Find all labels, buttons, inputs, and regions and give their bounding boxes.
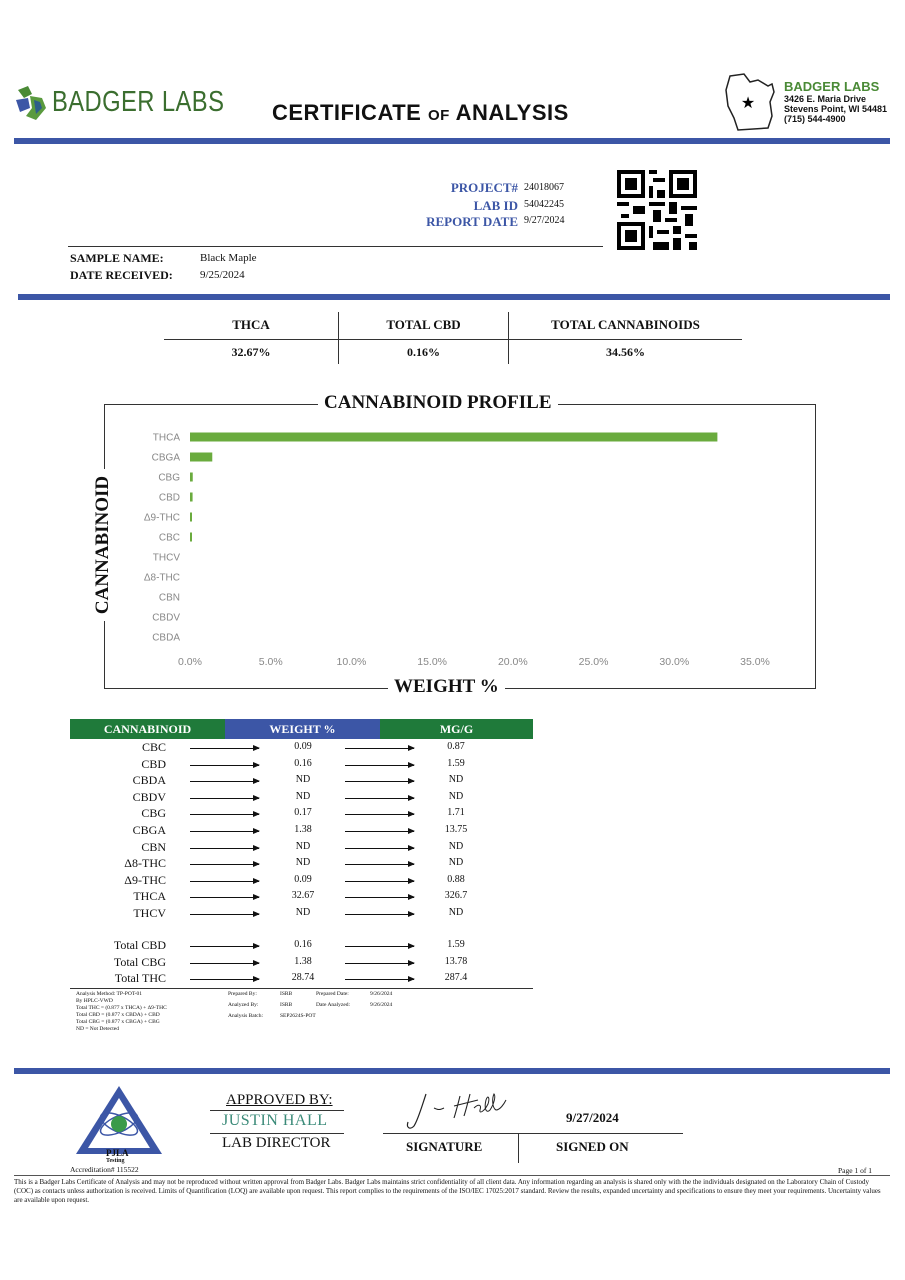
arrow-icon (345, 781, 414, 782)
chart-y-tick-label: CBDV (152, 612, 180, 624)
arrow-icon (345, 848, 414, 849)
table-header-weight: WEIGHT % (225, 719, 380, 739)
chart-y-tick-label: CBGA (151, 452, 180, 464)
arrow-icon (345, 798, 414, 799)
mg-g-value: ND (448, 907, 464, 918)
chart-y-axis-label: CANNABINOID (92, 469, 114, 621)
table-bottom-rule (70, 988, 533, 989)
table-row (0, 938, 540, 954)
cannabinoid-name: CBG (141, 806, 166, 821)
chart-x-tick-label: 15.0% (417, 656, 448, 668)
analyzed-by-value: ISRB (280, 1002, 293, 1008)
arrow-icon (345, 897, 414, 898)
arrow-icon (345, 881, 414, 882)
summary-table (164, 312, 742, 364)
arrow-icon (190, 765, 259, 766)
weight-value: 1.38 (294, 824, 312, 835)
chart-y-tick-label: CBC (158, 532, 180, 544)
weight-value: 32.67 (291, 890, 315, 902)
footer-divider (14, 1068, 890, 1074)
project-label: PROJECT# (450, 180, 518, 195)
analyzed-by-label: Analyzed By: (228, 1002, 259, 1008)
table-row (0, 856, 540, 872)
signature-divider (518, 1133, 519, 1163)
mg-g-value: 13.75 (444, 824, 468, 835)
lab-address (784, 80, 887, 124)
mg-g-value: 1.59 (447, 939, 465, 950)
chart-x-tick-label: 30.0% (659, 656, 690, 668)
cannabinoid-name: THCA (133, 889, 166, 904)
chart-y-tick-label: CBD (158, 492, 180, 504)
address-street: 3426 E. Maria Drive (784, 94, 867, 104)
table-row (0, 757, 540, 773)
note-instrument: By HPLC-VWD (76, 998, 113, 1004)
cannabinoid-name: Total THC (114, 971, 166, 986)
summary-header-thca: THCA (232, 317, 270, 332)
analysis-notes (76, 991, 226, 1033)
cannabinoid-name: CBGA (132, 823, 166, 837)
weight-value: 28.74 (291, 972, 315, 984)
mg-g-value: 287.4 (444, 972, 468, 984)
signed-on-label: SIGNED ON (556, 1139, 629, 1154)
chart-y-tick-label: THCV (152, 552, 180, 564)
mg-g-value: 13.78 (444, 955, 468, 967)
summary-value-total-cannabinoids: 34.56% (606, 345, 645, 359)
chart-y-tick-label: CBG (158, 472, 180, 484)
mg-g-value: ND (448, 790, 464, 802)
weight-value: ND (295, 774, 311, 786)
chart-x-tick-label: 25.0% (578, 656, 609, 668)
chart-bar (190, 533, 192, 542)
chart-x-tick-label: 5.0% (258, 656, 283, 668)
cannabinoid-name: CBDV (132, 789, 166, 804)
table-row (0, 840, 540, 856)
summary-header-total-cannabinoids: TOTAL CANNABINOIDS (551, 317, 700, 332)
prepared-date-label: Prepared Date: (316, 991, 349, 997)
chart-plot-area (130, 420, 770, 670)
svg-text:★: ★ (740, 93, 756, 112)
weight-value: ND (295, 840, 311, 852)
table-row (0, 955, 540, 971)
chart-y-tick-label: Δ8-THC (143, 572, 180, 584)
chart-y-tick-label: CBDA (152, 632, 180, 644)
summary-header-total-cbd: TOTAL CBD (386, 317, 461, 332)
note-nd: ND = Not Detected (76, 1026, 119, 1032)
prepared-by-value: ISRB (280, 991, 293, 997)
arrow-icon (190, 914, 259, 915)
cannabinoid-name: Total CBD (113, 938, 166, 952)
table-row (0, 806, 540, 822)
arrow-icon (345, 814, 414, 815)
analysis-staff (228, 991, 428, 1024)
cannabinoid-name: CBN (141, 839, 166, 854)
arrow-icon (190, 881, 259, 882)
chart-y-tick-label: Δ9-THC (143, 512, 180, 524)
arrow-icon (345, 946, 414, 947)
date-analyzed-label: Date Analyzed: (316, 1002, 351, 1008)
chart-x-tick-label: 35.0% (740, 656, 770, 668)
page-number: Page 1 of 1 (838, 1166, 872, 1175)
wisconsin-map-icon (724, 72, 780, 132)
arrow-icon (190, 897, 259, 898)
mg-g-value: ND (448, 840, 464, 852)
date-analyzed-value: 9/26/2024 (370, 1002, 393, 1008)
weight-value: ND (295, 907, 311, 918)
table-header-mg-g: MG/G (380, 719, 533, 739)
arrow-icon (345, 864, 414, 865)
summary-row-rule (164, 339, 742, 340)
badger-logo-icon (14, 84, 48, 124)
lab-id-value: 54042245 (524, 199, 564, 210)
batch-label: Analysis Batch: (228, 1013, 263, 1019)
summary-value-thca: 32.67% (231, 345, 271, 359)
arrow-icon (345, 748, 414, 749)
report-date-label: REPORT DATE (426, 214, 518, 229)
header-divider (14, 138, 890, 144)
cannabinoid-name: CBDA (132, 773, 166, 788)
mg-g-value: 1.71 (447, 807, 465, 819)
note-total-cbd: Total CBD = (0.877 x CBDA) + CBD (76, 1012, 160, 1018)
arrow-icon (190, 831, 259, 832)
arrow-icon (190, 963, 259, 964)
signature-image (404, 1086, 514, 1136)
cannabinoid-name: CBD (141, 756, 166, 771)
footer-bottom-rule (14, 1175, 890, 1176)
summary-value-total-cbd: 0.16% (407, 345, 440, 359)
mg-g-value: ND (448, 774, 464, 786)
address-city: Stevens Point, WI 54481 (784, 104, 888, 114)
arrow-icon (190, 781, 259, 782)
signature-rule (383, 1133, 683, 1134)
batch-value: SEP2624S-POT (280, 1013, 316, 1019)
note-method: Analysis Method: TP-POT-01 (76, 991, 143, 997)
chart-x-tick-label: 20.0% (497, 656, 528, 668)
chart-bar (190, 453, 212, 462)
table-row (0, 740, 540, 756)
chart-bar (190, 433, 717, 442)
page-title: CERTIFICATE OF ANALYSIS (272, 100, 569, 125)
cannabinoid-name: THCV (133, 906, 166, 920)
project-value: 24018067 (524, 182, 564, 193)
address-phone: (715) 544-4900 (784, 114, 846, 124)
cannabinoid-name: Total CBG (113, 954, 166, 969)
arrow-icon (345, 765, 414, 766)
address-lab-name: BADGER LABS (784, 79, 880, 94)
arrow-icon (190, 979, 259, 980)
weight-value: ND (295, 857, 311, 869)
signed-date: 9/27/2024 (566, 1110, 619, 1125)
lab-id-label: LAB ID (473, 198, 518, 213)
arrow-icon (190, 848, 259, 849)
chart-x-axis-label: WEIGHT % (388, 676, 505, 698)
mg-g-value: 326.7 (444, 890, 468, 902)
arrow-icon (345, 963, 414, 964)
arrow-icon (190, 748, 259, 749)
table-row (0, 790, 540, 806)
approved-by-rule (210, 1110, 344, 1111)
sample-name-value: Black Maple (200, 252, 257, 264)
table-row (0, 971, 540, 987)
chart-y-tick-label: CBN (158, 592, 180, 604)
sample-divider (18, 294, 890, 300)
weight-value: ND (295, 790, 311, 802)
arrow-icon (190, 798, 259, 799)
weight-value: 1.38 (294, 955, 312, 967)
pjla-accreditation-icon (74, 1084, 164, 1156)
disclaimer-text: This is a Badger Labs Certificate of Analysis and may not be reproduced without written approval from Badger Labs. Badger Labs maintains strict confidentiality of all client data. Any information regarding an analysis is shared only with the the individuals designated on the Laboratory Chain of Custody (COC) as contacts unless authorization is received. Limits of Quantification (LOQ) are available upon request. This report complies to the requirements of the ISO/IEC 17025:2017 standard. Review the results, expanded uncertainty and specifications to ensure they meet your requirements. Uncertainty values are available upon request. (14, 1178, 881, 1204)
mg-g-value: ND (448, 857, 464, 869)
pjla-sub-label: Testing (106, 1158, 125, 1164)
chart-bar (190, 513, 192, 522)
pjla-label: PJLA (106, 1148, 129, 1158)
cannabinoid-name: Δ8-THC (124, 856, 166, 871)
weight-value: 0.16 (294, 757, 312, 769)
mg-g-value: 0.88 (447, 873, 465, 885)
prepared-date-value: 9/26/2024 (370, 991, 393, 997)
chart-bar (190, 473, 193, 482)
chart-bar (190, 493, 193, 502)
approver-title: LAB DIRECTOR (222, 1135, 331, 1151)
logo-text: BADGER LABS (52, 86, 225, 118)
arrow-icon (190, 864, 259, 865)
approver-name-rule (210, 1133, 344, 1134)
prepared-by-label: Prepared By: (228, 991, 257, 997)
weight-value: 0.16 (294, 939, 312, 950)
approved-by-label: APPROVED BY: (226, 1092, 333, 1108)
note-total-cbg: Total CBG = (0.877 x CBGA) + CBG (76, 1019, 160, 1025)
qr-code-icon (617, 170, 697, 250)
arrow-icon (190, 946, 259, 947)
date-received-value: 9/25/2024 (200, 269, 245, 281)
table-row (0, 906, 540, 922)
date-received-label: DATE RECEIVED: (70, 268, 173, 282)
table-header-cannabinoid: CANNABINOID (70, 719, 225, 739)
logo (14, 84, 234, 128)
cannabinoid-name: Δ9-THC (124, 872, 166, 887)
table-row (0, 823, 540, 839)
accreditation-number: Accreditation# 115522 (70, 1165, 139, 1174)
arrow-icon (345, 914, 414, 915)
arrow-icon (345, 979, 414, 980)
arrow-icon (190, 814, 259, 815)
weight-value: 0.17 (294, 807, 312, 819)
mg-g-value: 0.87 (447, 741, 465, 752)
report-date-value: 9/27/2024 (524, 215, 565, 226)
weight-value: 0.09 (294, 873, 312, 885)
table-row (0, 773, 540, 789)
cannabinoid-name: CBC (141, 740, 166, 754)
weight-value: 0.09 (294, 741, 312, 752)
chart-y-tick-label: THCA (152, 432, 180, 444)
approver-name: JUSTIN HALL (222, 1112, 328, 1129)
chart-x-tick-label: 10.0% (336, 656, 367, 668)
chart-x-tick-label: 0.0% (178, 656, 202, 668)
mg-g-value: 1.59 (447, 757, 465, 769)
note-total-thc: Total THC = (0.877 x THCA) + Δ9-THC (76, 1005, 167, 1011)
sample-name-label: SAMPLE NAME: (70, 251, 164, 265)
meta-underline (68, 246, 603, 247)
table-row (0, 873, 540, 889)
arrow-icon (345, 831, 414, 832)
signature-label: SIGNATURE (406, 1139, 483, 1154)
table-row (0, 889, 540, 905)
chart-title: CANNABINOID PROFILE (318, 392, 558, 414)
